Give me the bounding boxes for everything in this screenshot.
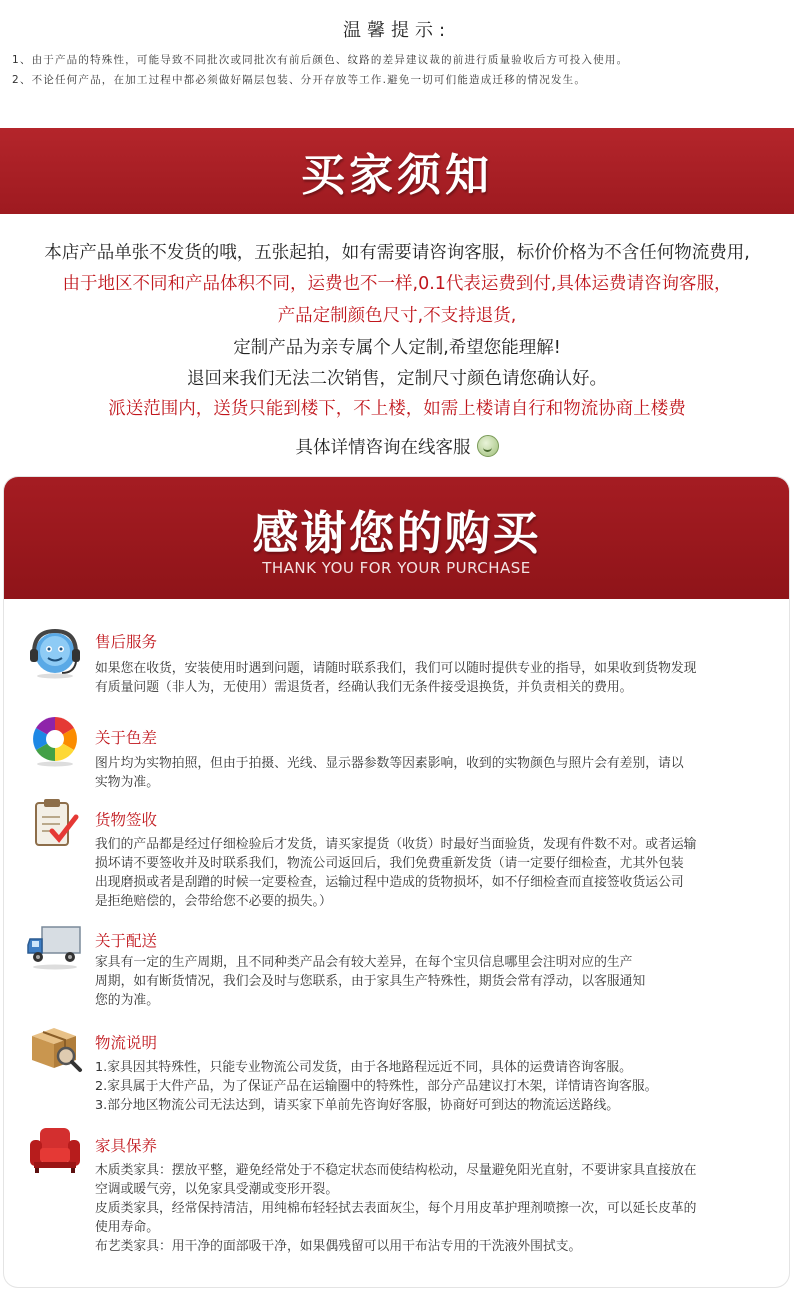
thanks-subtitle: THANK YOU FOR YOUR PURCHASE (262, 559, 531, 577)
tips-line-1: 1、由于产品的特殊性，可能导致不同批次或同批次有前后颜色、纹路的差异建议裁的前进行质量验收后方可投入使用。 (12, 54, 629, 66)
section-line: 图片均为实物拍照，但由于拍摄、光线、显示器参数等因素影响，收到的实物颜色与照片会有差别，请以 (95, 756, 684, 771)
section-title-logistics: 物流说明 (95, 1034, 158, 1052)
section-line: 使用寿命。 (95, 1220, 159, 1235)
section-title-after-sales: 售后服务 (95, 633, 158, 651)
section-line: 我们的产品都是经过仔细检验后才发货，请买家提货（收货）时最好当面验货，发现有件数不对。或者运输 (95, 837, 697, 852)
smile-icon (477, 435, 499, 457)
thanks-card (4, 477, 789, 1287)
section-title-delivery: 关于配送 (95, 932, 158, 950)
notice-line-3: 产品定制颜色尺寸,不支持退货, (277, 306, 517, 326)
section-line: 您的为准。 (95, 993, 159, 1008)
section-line: 是拒绝赔偿的，会带给您不必要的损失。） (95, 894, 332, 909)
section-line: 2.家具属于大件产品，为了保证产品在运输圈中的特殊性，部分产品建议打木架，详情请咨询客服。 (95, 1079, 658, 1094)
online-service-text: 具体详情咨询在线客服 (295, 438, 471, 458)
notice-line-5: 退回来我们无法二次销售，定制尺寸颜色请您确认好。 (187, 369, 607, 389)
section-title-color: 关于色差 (95, 729, 158, 747)
color-wheel-icon (26, 715, 84, 767)
notice-line-1: 本店产品单张不发货的哦，五张起拍，如有需要请咨询客服，标价价格为不含任何物流费用, (44, 243, 750, 263)
section-line: 3.部分地区物流公司无法达到，请买家下单前先咨询好客服，协商好可到达的物流运送路线。 (95, 1098, 620, 1113)
buyer-notice-banner (0, 128, 794, 214)
section-line: 1.家具因其特殊性，只能专业物流公司发货，由于各地路程远近不同，具体的运费请咨询客服。 (95, 1060, 632, 1075)
headset-service-icon (26, 627, 84, 679)
tips-title: 温馨提示: (342, 20, 452, 41)
package-box-icon (26, 1022, 84, 1074)
section-line: 出现磨损或者是刮蹭的时候一定要检查，运输过程中造成的货物损坏，如不仔细检查而直接签收货运公司 (95, 875, 684, 890)
tips-line-2: 2、不论任何产品，在加工过程中都必须做好隔层包装、分开存放等工作.避免一切可们能造成迁移的情况发生。 (12, 74, 587, 86)
section-line: 木质类家具：摆放平整，避免经常处于不稳定状态而使结构松动，尽量避免阳光直射，不要讲家具直接放在 (95, 1163, 697, 1178)
notice-line-7 (0, 434, 794, 459)
section-title-care: 家具保养 (95, 1137, 158, 1155)
buyer-notice-title: 买家须知 (301, 150, 493, 201)
section-line: 皮质类家具，经常保持清洁，用纯棉布轻轻拭去表面灰尘，每个月用皮革护理剂喷擦一次，可以延长皮革的 (95, 1201, 697, 1216)
section-line: 如果您在收货，安装使用时遇到问题，请随时联系我们，我们可以随时提供专业的指导，如果收到货物发现 (95, 661, 697, 676)
armchair-icon (26, 1124, 84, 1176)
notice-line-4: 定制产品为亲专属个人定制,希望您能理解! (233, 338, 561, 358)
thanks-title: 感谢您的购买 (252, 506, 541, 560)
section-line: 有质量问题（非人为，无使用）需退货者，经确认我们无条件接受退换货，并负责相关的费用。 (95, 680, 633, 695)
clipboard-check-icon (26, 797, 84, 849)
notice-line-2: 由于地区不同和产品体积不同，运费也不一样,0.1代表运费到付,具体运费请咨询客服， (62, 274, 732, 294)
section-line: 损坏请不要签收并及时联系我们，物流公司返回后，我们免费重新发货（请一定要仔细检查，尤其外包装 (95, 856, 684, 871)
delivery-truck-icon (26, 919, 84, 971)
section-line: 实物为准。 (95, 775, 159, 790)
section-line: 空调或暖气旁，以免家具受潮或变形开裂。 (95, 1182, 339, 1197)
section-line: 家具有一定的生产周期，且不同种类产品会有较大差异，在每个宝贝信息哪里会注明对应的生产 (95, 955, 633, 970)
notice-line-6: 派送范围内，送货只能到楼下，不上楼，如需上楼请自行和物流协商上楼费 (108, 399, 686, 419)
section-title-receipt: 货物签收 (95, 811, 158, 829)
section-line: 布艺类家具：用干净的面部吸干净，如果偶残留可以用干布沾专用的干洗液外围拭支。 (95, 1239, 582, 1254)
section-line: 周期，如有断货情况，我们会及时与您联系，由于家具生产特殊性，期货会常有浮动，以客服通知 (95, 974, 646, 989)
